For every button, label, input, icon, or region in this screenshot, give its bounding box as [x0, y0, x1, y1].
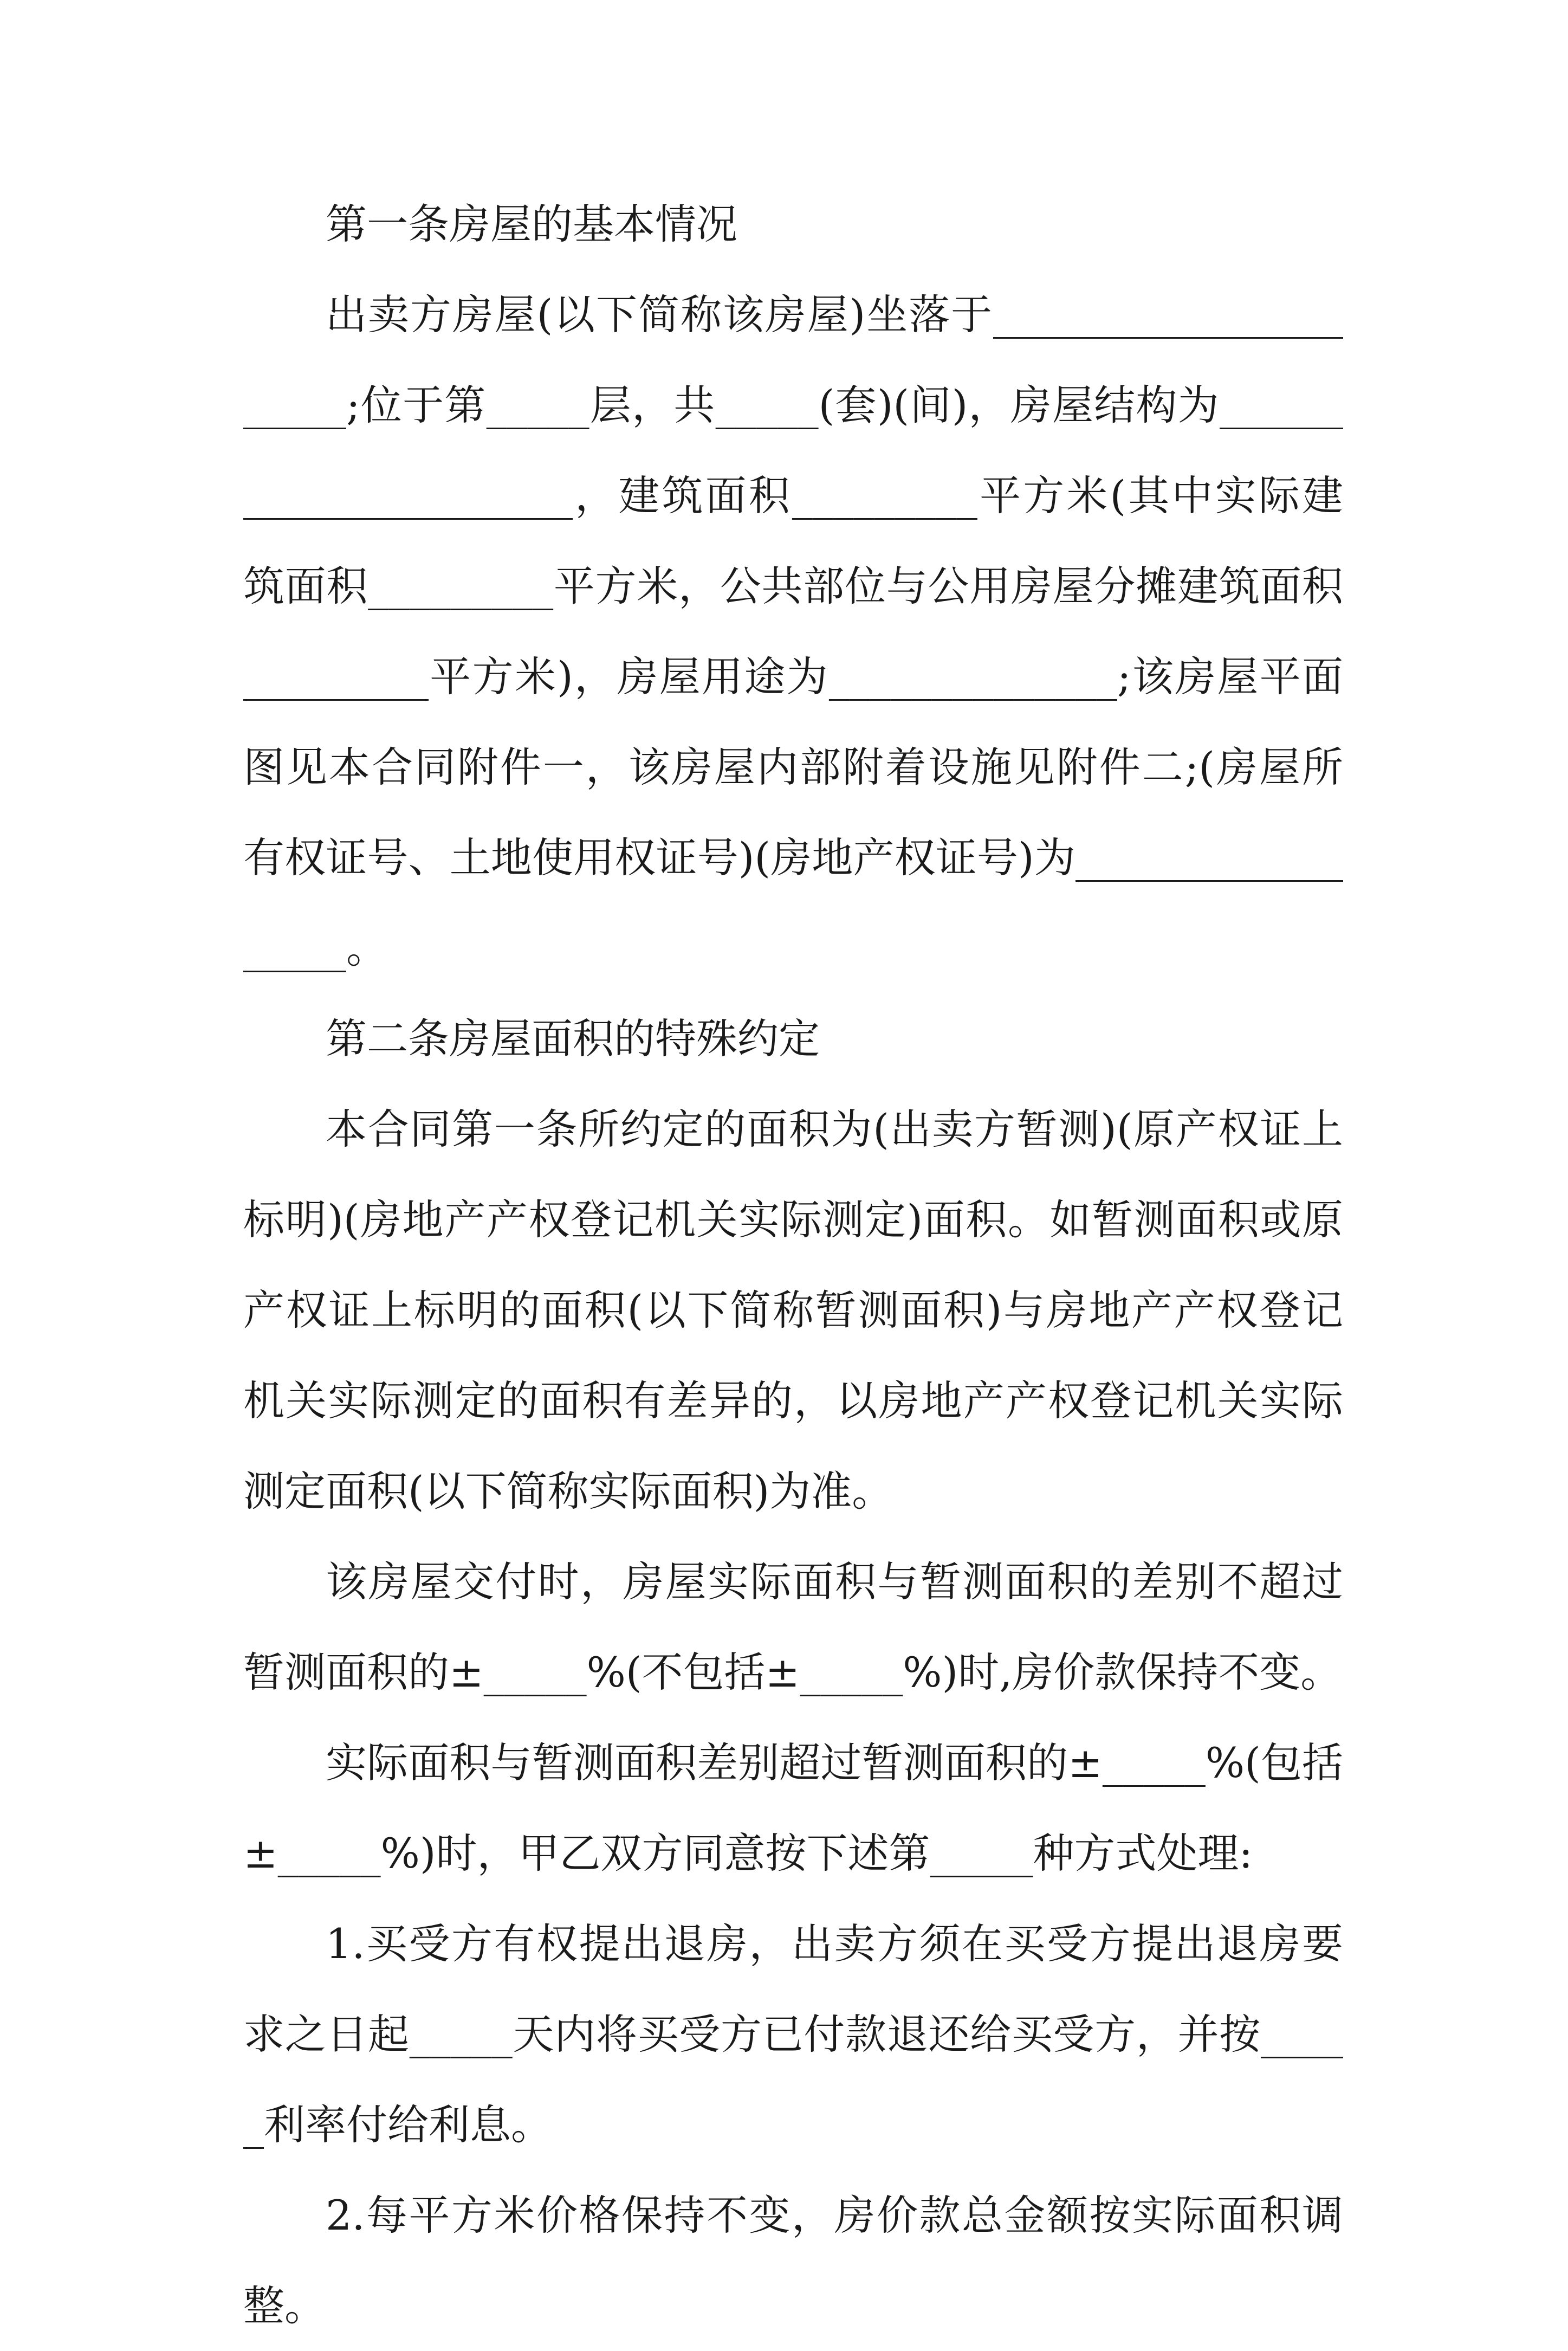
- article-2-paragraph-3: 实际面积与暂测面积差别超过暂测面积的±_____%(包括±_____%)时，甲乙双方同意按下述第_____种方式处理:: [243, 1739, 1343, 1877]
- article-1-body: 出卖方房屋(以下简称该房屋)坐落于______________________;位于第_____层，共_____(套)(间)，房屋结构为______________________，建筑面积_________平方米(其中实际建筑面积_________平方米，公共部位与公用房屋分摊建筑面积_________平方米)，房屋用途为______________;该房屋平面图见本合同附件一，该房屋内部附着设施见附件二;(房屋所有权证号、土地使用权证号)(房地产权证号)为__________________。: [243, 290, 1343, 972]
- article-1-heading: 第一条房屋的基本情况: [326, 200, 737, 248]
- article-2-option-1: 1.买受方有权提出退房，出卖方须在买受方提出退房要求之日起_____天内将买受方已付款退还给买受方，并按_____利率付给利息。: [243, 1920, 1343, 2149]
- document-body: [243, 179, 1343, 2351]
- article-2-paragraph-1: 本合同第一条所约定的面积为(出卖方暂测)(原产权证上标明)(房地产产权登记机关实际测定)面积。如暂测面积或原产权证上标明的面积(以下简称暂测面积)与房地产产权登记机关实际测定的面积有差异的，以房地产产权登记机关实际测定面积(以下简称实际面积)为准。: [243, 1105, 1343, 1515]
- article-2-heading: 第二条房屋面积的特殊约定: [326, 1015, 820, 1063]
- article-2-option-2: 2.每平方米价格保持不变，房价款总金额按实际面积调整。: [243, 2191, 1343, 2330]
- article-2-paragraph-2: 该房屋交付时，房屋实际面积与暂测面积的差别不超过暂测面积的±_____%(不包括±_____%)时,房价款保持不变。: [243, 1558, 1343, 1696]
